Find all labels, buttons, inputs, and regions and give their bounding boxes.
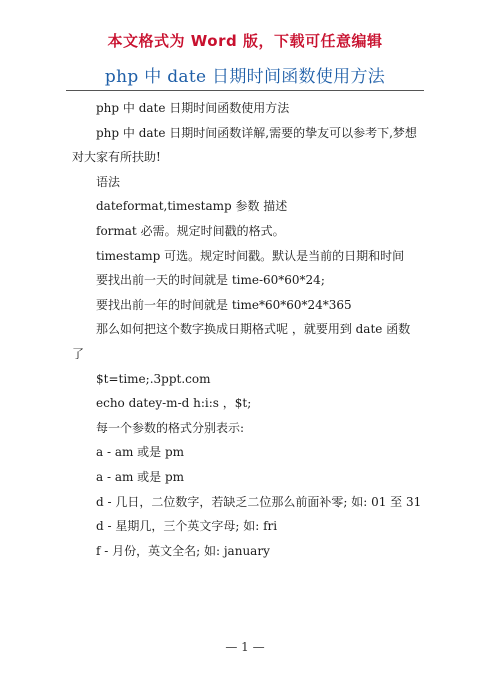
paragraph: echo datey-m-d h:i:s ，$t; (96, 396, 252, 411)
paragraph: d - 几日，二位数字，若缺乏二位那么前面补零; 如: 01 至 31 (96, 494, 422, 509)
paragraph: php 中 date 日期时间函数使用方法 (96, 101, 290, 115)
page-number: — 1 — (225, 640, 265, 654)
paragraph: d - 星期几，三个英文字母; 如: fri (96, 519, 278, 534)
paragraph: a - am 或是 pm (96, 469, 185, 484)
paragraph: f - 月份，英文全名; 如: january (96, 543, 270, 558)
paragraph: $t=time;.3ppt.com (96, 371, 211, 386)
document-body (72, 96, 422, 563)
paragraph: 每一个参数的格式分别表示: (96, 420, 245, 435)
paragraph: dateformat,timestamp 参数 描述 (96, 199, 288, 214)
paragraph: 语法 (96, 174, 121, 189)
title-divider (66, 90, 424, 91)
paragraph: timestamp 可选。规定时间戳。默认是当前的日期和时间 (96, 248, 405, 263)
paragraph: 那么如何把这个数字换成日期格式呢 ，就要用到 date 函数了 (72, 322, 411, 361)
download-banner: 本文格式为 Word 版，下载可任意编辑 (107, 32, 383, 50)
paragraph: 要找出前一天的时间就是 time-60*60*24; (96, 273, 325, 288)
document-title: php 中 date 日期时间函数使用方法 (104, 67, 386, 87)
paragraph: format 必需。规定时间戳的格式。 (96, 223, 285, 238)
paragraph: a - am 或是 pm (96, 445, 185, 460)
paragraph: 要找出前一年的时间就是 time*60*60*24*365 (96, 297, 352, 312)
paragraph: php 中 date 日期时间函数详解,需要的挚友可以参考下,梦想对大家有所扶助! (72, 125, 417, 165)
